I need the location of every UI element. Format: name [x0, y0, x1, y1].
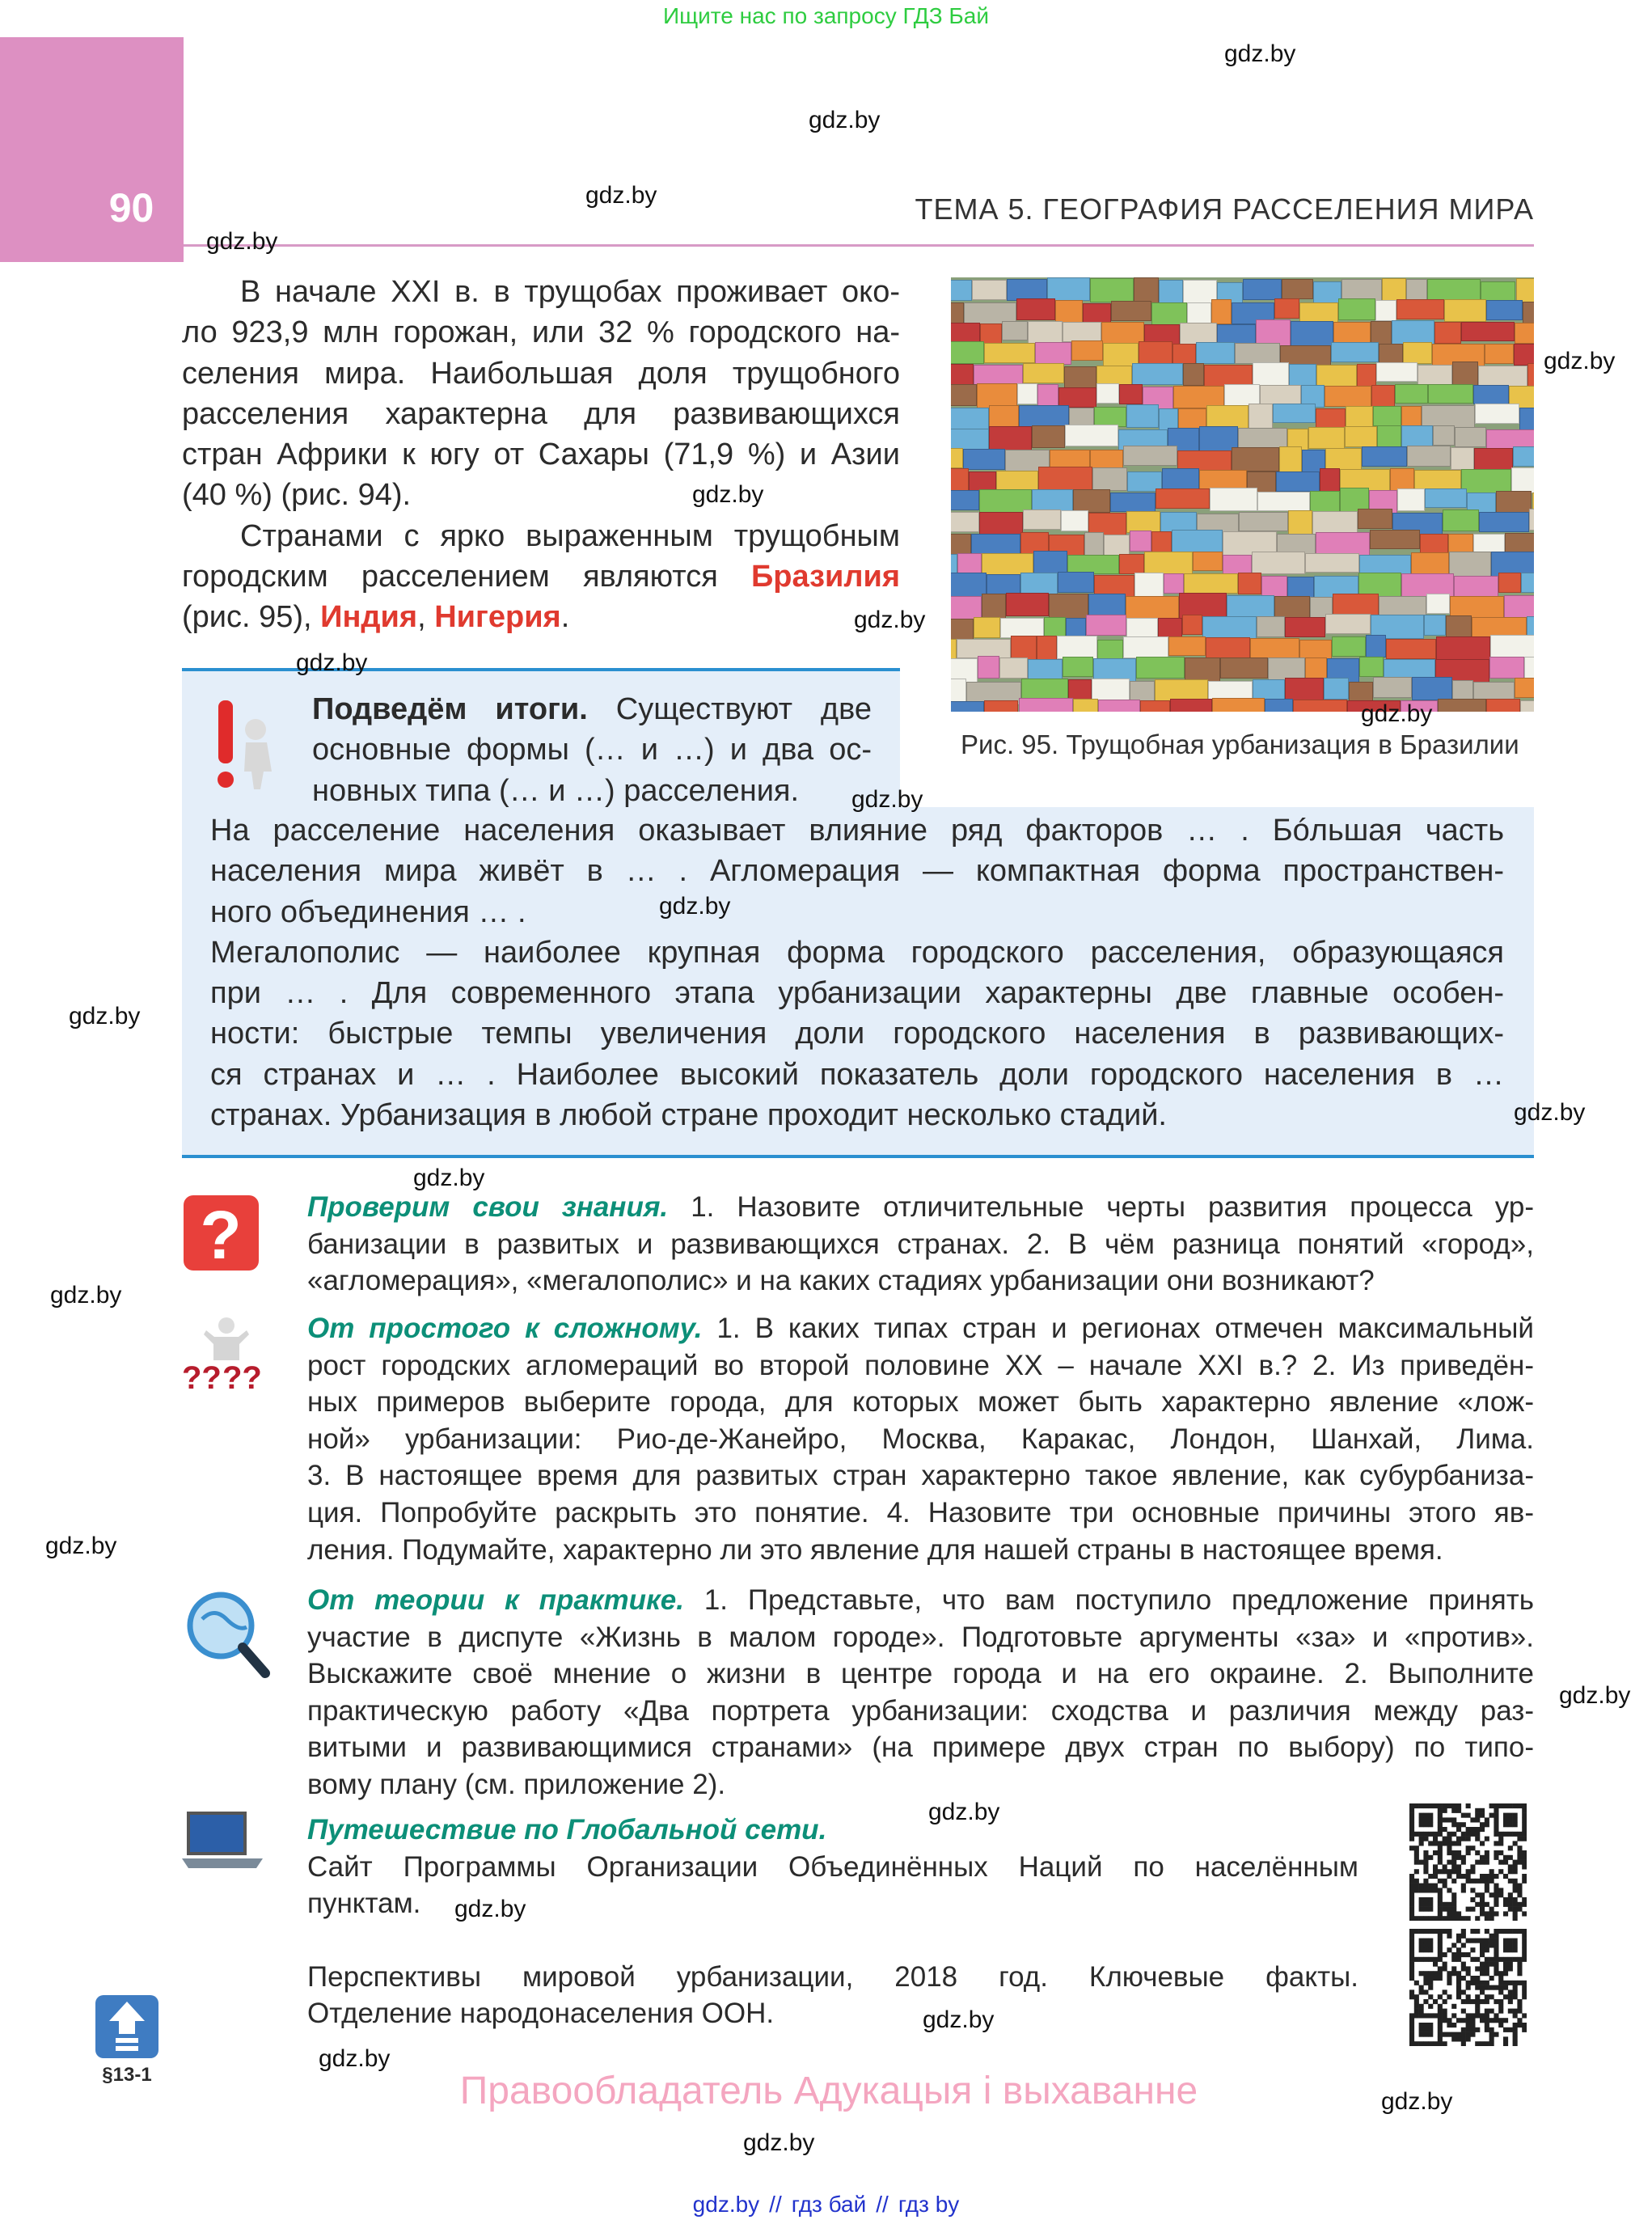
house-block: [1210, 488, 1257, 511]
text-line: новных типа (… и …) расселения.: [312, 773, 800, 808]
house-block: [1324, 678, 1349, 700]
section-title: Проверим свои знания.: [307, 1191, 669, 1223]
text-line: ция. Попробуйте раскрыть это понятие. 4. Назовите три основные причины этого яв-: [307, 1496, 1534, 1528]
house-block: [982, 594, 1006, 619]
watermark: gdz.by: [50, 1282, 122, 1309]
footer-links: [0, 2192, 1652, 2218]
section-simple-to-complex: [307, 1310, 1534, 1568]
watermark: gdz.by: [1381, 2088, 1453, 2115]
house-block: [1136, 657, 1184, 679]
house-block: [1371, 321, 1392, 345]
watermark: gdz.by: [659, 893, 731, 920]
house-block: [1073, 489, 1110, 513]
house-block: [1243, 279, 1282, 300]
house-block: [1016, 298, 1055, 320]
house-block: [1396, 299, 1444, 320]
house-block: [1104, 535, 1130, 556]
house-block: [1073, 699, 1097, 712]
house-block: [1285, 617, 1326, 637]
house-block: [1156, 488, 1210, 509]
house-block: [1515, 323, 1534, 344]
house-block: [1519, 408, 1534, 432]
house-block: [951, 468, 969, 493]
question-icon: [182, 1194, 260, 1272]
house-block: [1426, 594, 1450, 614]
qr-code-urbanization-prospects[interactable]: [1409, 1929, 1527, 2046]
qr-code-un-habitat[interactable]: [1409, 1803, 1527, 1921]
house-block: [1063, 657, 1094, 677]
text-line: «агломерация», «мегалополис» и на каких стадиях урбанизации они возникают?: [307, 1265, 1375, 1297]
footer-link[interactable]: gdz.by: [692, 2192, 760, 2217]
house-block: [1032, 489, 1073, 512]
house-block: [1086, 615, 1126, 636]
house-block: [1376, 362, 1418, 383]
house-block: [1362, 446, 1407, 467]
house-block: [1520, 700, 1534, 712]
house-block: [1253, 362, 1288, 386]
house-block: [1002, 321, 1028, 340]
house-block: [1291, 321, 1333, 347]
house-block: [1049, 594, 1088, 619]
figure-caption: Рис. 95. Трущобная урбанизация в Бразилии: [961, 729, 1519, 759]
house-block: [951, 429, 989, 450]
house-block: [1359, 657, 1384, 677]
magnifier-globe-icon: [182, 1587, 260, 1684]
text-line: 3. В настоящее время для развитых стран характерно такое явление, как субурбаниза-: [307, 1460, 1534, 1492]
house-block: [1123, 636, 1168, 658]
summary-text: [210, 810, 1504, 1135]
web-link-un-habitat[interactable]: Сайт Программы Организации Объединённых Наций по населённым: [307, 1850, 1358, 1883]
house-block: [1257, 616, 1285, 638]
house-block: [1524, 657, 1535, 679]
text-line: Странами с ярко выраженным трущобным: [240, 518, 900, 553]
house-block: [951, 701, 984, 712]
text-line: ных примеров выберите города, для которых может быть характерно явление «лож-: [307, 1386, 1534, 1419]
house-block: [1515, 678, 1534, 698]
text-line: [182, 556, 900, 597]
house-block: [1434, 322, 1461, 344]
house-block: [1313, 281, 1341, 305]
house-block: [1252, 552, 1305, 575]
house-block: [972, 280, 1008, 300]
house-block: [1273, 404, 1316, 423]
section-title: Путешествие по Глобальной сети.: [307, 1814, 827, 1846]
house-block: [1332, 636, 1367, 657]
house-block: [1529, 509, 1534, 531]
house-block: [1140, 700, 1171, 712]
house-block: [1357, 364, 1376, 387]
section-link-label[interactable]: §13-1: [102, 2064, 152, 2086]
house-block: [1288, 510, 1312, 535]
house-block: [1111, 301, 1151, 321]
text-span: 1. В каких типах стран и регионах отмечен максимальный: [716, 1313, 1534, 1344]
house-block: [1206, 637, 1250, 659]
house-block: [1513, 446, 1534, 467]
watermark: gdz.by: [319, 2045, 391, 2072]
house-block: [1063, 322, 1101, 342]
house-block: [1090, 278, 1134, 302]
house-block: [1479, 512, 1530, 532]
house-block: [1023, 363, 1064, 383]
house-block: [974, 617, 999, 639]
text-line: селения мира. Наибольшая доля трущобного: [182, 356, 900, 391]
watermark: gdz.by: [69, 1003, 141, 1030]
text-line: вому плану (см. приложение 2).: [307, 1768, 726, 1800]
text-span: .: [560, 600, 570, 635]
house-block: [1220, 657, 1268, 679]
summary-title: Подведём итоги.: [312, 692, 588, 726]
house-block: [951, 448, 963, 468]
house-block: [1123, 446, 1177, 466]
house-block: [1425, 488, 1466, 508]
house-block: [951, 512, 979, 532]
house-block: [1249, 404, 1273, 429]
house-block: [951, 596, 982, 619]
house-block: [1358, 509, 1392, 529]
house-block: [1473, 385, 1508, 404]
footer-separator: //: [876, 2192, 889, 2217]
house-block: [1397, 488, 1425, 511]
text-span: ,: [417, 600, 426, 635]
house-block: [999, 657, 1029, 679]
house-block: [1527, 363, 1534, 387]
house-block: [1523, 302, 1534, 323]
house-block: [1276, 471, 1320, 493]
house-block: [1239, 512, 1288, 531]
footer-link[interactable]: гдз бай: [791, 2192, 867, 2217]
house-block: [1345, 426, 1377, 447]
watermark: gdz.by: [585, 182, 657, 209]
house-block: [951, 384, 977, 406]
text-line: В начале XXI в. в трущобах проживает око-: [240, 275, 900, 309]
house-block: [1088, 594, 1125, 617]
house-block: [1139, 341, 1172, 364]
watermark: gdz.by: [1224, 40, 1296, 67]
house-block: [1498, 573, 1520, 594]
house-block: [1305, 553, 1359, 573]
section-title: От теории к практике.: [307, 1584, 684, 1616]
text-line: рост городских агломераций во второй половине XX – начале XXI в.? 2. Из приведён-: [307, 1349, 1534, 1381]
house-block: [1058, 387, 1096, 408]
house-block: [1412, 677, 1452, 700]
house-block: [1373, 406, 1401, 426]
house-block: [984, 343, 1035, 363]
page-number: 90: [108, 185, 154, 230]
house-block: [1119, 384, 1143, 404]
house-block: [1019, 698, 1074, 712]
watermark: gdz.by: [206, 228, 278, 255]
text-line: [312, 689, 872, 729]
watermark: gdz.by: [296, 649, 368, 676]
house-block: [1265, 699, 1293, 712]
watermark: gdz.by: [851, 786, 923, 813]
house-block: [1377, 425, 1402, 447]
house-block: [1475, 404, 1519, 424]
search-hint: Ищите нас по запросу ГДЗ Бай: [662, 3, 990, 28]
text-line: Выскажите своё мнение о жизни в центре города и на его окраине. 2. Выполните: [307, 1658, 1534, 1690]
house-block: [1238, 573, 1261, 594]
house-block: [1316, 408, 1346, 428]
web-link-un-habitat-cont[interactable]: пунктам.: [307, 1888, 421, 1920]
house-block: [1486, 300, 1523, 319]
watermark: gdz.by: [1514, 1099, 1586, 1126]
figure-reference: (рис. 95),: [182, 600, 312, 635]
footer-separator: //: [769, 2192, 782, 2217]
house-block: [1019, 405, 1069, 428]
house-block: [978, 656, 999, 679]
house-block: [1325, 614, 1370, 634]
house-block: [951, 364, 974, 384]
house-block: [1521, 573, 1534, 593]
house-block: [1449, 552, 1491, 577]
text-line: ся странах и … . Наиболее высокий показатель доли городского населения в …: [210, 1057, 1504, 1092]
house-block: [1274, 298, 1299, 319]
text-line: практическую работу «Два портрета урбанизации: сходства и различия между раз-: [307, 1694, 1534, 1727]
text-line: [307, 1189, 1534, 1226]
house-block: [1452, 680, 1474, 700]
house-block: [963, 449, 1005, 470]
text-line: На расселение населения оказывает влияние ряд факторов … . Бóльшая часть: [210, 814, 1504, 848]
house-block: [1071, 340, 1103, 361]
house-block: [1212, 698, 1265, 712]
house-block: [1279, 446, 1302, 472]
house-block: [1058, 572, 1094, 593]
footer-link[interactable]: гдз by: [898, 2192, 960, 2217]
watermark: gdz.by: [1361, 700, 1433, 727]
watermark: gdz.by: [692, 481, 764, 508]
house-block: [1424, 615, 1446, 635]
house-block: [1164, 573, 1184, 594]
house-block: [1325, 386, 1371, 407]
section-theory-to-practice: [307, 1582, 1534, 1803]
text-line: Мегалополис — наиболее крупная форма городского расселения, образующаяся: [210, 935, 1504, 970]
country-india: Индия: [320, 600, 418, 635]
watermark: gdz.by: [1559, 1682, 1631, 1709]
text-line: ности: быстрые темпы увеличения доли городского населения в развивающих-: [210, 1017, 1504, 1051]
intro-paragraph: [182, 272, 900, 638]
house-block: [1403, 342, 1432, 364]
house-block: [1370, 530, 1419, 549]
text-span: 1. Представьте, что вам поступило предложение принять: [703, 1584, 1534, 1616]
house-block: [1366, 635, 1386, 657]
section-check-knowledge: [307, 1189, 1534, 1300]
watermark: gdz.by: [1544, 348, 1616, 374]
svg-text:?: ?: [200, 1197, 242, 1272]
house-block: [1119, 554, 1144, 574]
text-line: основные формы (… и …) и два ос-: [312, 733, 872, 767]
house-block: [1232, 447, 1279, 472]
house-block: [1092, 679, 1130, 702]
house-block: [1182, 615, 1202, 634]
house-block: [1395, 384, 1428, 404]
house-block: [1293, 700, 1347, 712]
house-block: [1386, 639, 1436, 659]
watermark: gdz.by: [413, 1165, 485, 1191]
house-block: [977, 383, 1017, 408]
text-line: ления. Подумайте, характерно ли это явление для нашей страны в настоящее время.: [307, 1533, 1443, 1566]
house-block: [1098, 700, 1140, 712]
house-block: [1443, 509, 1478, 531]
house-block: [1485, 344, 1514, 364]
house-block: [1035, 342, 1071, 365]
house-block: [1320, 468, 1340, 493]
house-block: [1023, 509, 1061, 530]
svg-text:??: ??: [182, 1360, 222, 1395]
house-block: [1065, 425, 1118, 446]
house-block: [951, 280, 972, 300]
text-span: 1. Назовите отличительные черты развития процесса ур-: [691, 1191, 1534, 1223]
house-block: [1130, 531, 1151, 552]
house-block: [1373, 677, 1412, 698]
watermark: gdz.by: [928, 1799, 1000, 1825]
text-line: [182, 597, 900, 637]
text-line: при … . Для современного этапа урбанизации характерны две главные особен-: [210, 976, 1504, 1011]
house-block: [1047, 277, 1090, 301]
svg-text:??: ??: [222, 1360, 260, 1395]
copyright-notice: Правообладатель Адукацыя і выхаванне: [459, 2070, 1198, 2112]
text-line: странах. Урбанизация в любой стране проходит несколько стадий.: [210, 1098, 1167, 1133]
house-block: [1489, 657, 1523, 679]
text-line: [307, 1582, 1534, 1619]
watermark: gdz.by: [854, 607, 926, 633]
house-block: [1110, 493, 1156, 512]
text-span: Существуют две: [615, 692, 872, 726]
house-block: [1496, 491, 1532, 513]
house-block: [1017, 383, 1037, 404]
house-block: [1170, 699, 1212, 712]
watermark: gdz.by: [454, 1896, 526, 1922]
house-block: [1032, 425, 1065, 447]
text-line: банизации в развитых и развивающихся странах. 2. В чём разница понятий «город»,: [307, 1228, 1534, 1260]
house-block: [1183, 363, 1204, 385]
house-block: [1126, 404, 1160, 428]
house-block: [1134, 573, 1164, 598]
country-brazil: Бразилия: [750, 560, 900, 594]
header-divider: [184, 244, 1534, 247]
house-block: [1486, 699, 1519, 712]
text-line: [307, 1310, 1534, 1347]
house-block: [1305, 657, 1328, 679]
web-link-urbanization-prospects[interactable]: Перспективы мировой урбанизации, 2018 год. Ключевые факты.: [307, 1960, 1358, 1993]
house-block: [1438, 699, 1487, 712]
house-block: [1359, 555, 1411, 575]
text-line: участие в диспуте «Жизнь в малом городе». Подготовьте аргументы «за» и «против».: [307, 1621, 1534, 1653]
house-block: [1375, 300, 1397, 321]
favela-photo: [951, 277, 1534, 712]
text-line: ло 923,9 млн горожан, или 32 % городского на-: [182, 315, 900, 350]
house-block: [1094, 407, 1126, 427]
house-block: [1379, 596, 1426, 615]
house-block: [1444, 299, 1485, 322]
house-block: [1461, 322, 1515, 341]
house-block: [1211, 299, 1232, 324]
house-block: [1184, 573, 1238, 594]
house-block: [951, 679, 966, 703]
house-block: [1096, 383, 1119, 404]
house-block: [1061, 510, 1088, 531]
house-block: [1407, 446, 1450, 467]
house-block: [1235, 343, 1280, 364]
house-block: [1433, 425, 1455, 446]
summary-intro: [312, 689, 872, 811]
house-block: [951, 341, 984, 363]
house-block: [1037, 384, 1058, 408]
thinking-figure-icon: [182, 1314, 260, 1395]
house-block: [1455, 427, 1485, 447]
text-line: (40 %) (рис. 94).: [182, 478, 412, 513]
house-block: [1193, 552, 1223, 571]
house-block: [1196, 342, 1235, 364]
house-block: [1202, 616, 1257, 639]
text-line: расселения характерна для развивающихся: [182, 396, 900, 431]
watermark: gdz.by: [923, 2006, 995, 2033]
house-block: [1126, 596, 1180, 619]
house-block: [1057, 636, 1097, 659]
text-line: ной» урбанизации: Рио-де-Жанейро, Москва, Каракас, Лондон, Шанхай, Лима.: [307, 1423, 1534, 1455]
house-block: [1511, 467, 1534, 493]
laptop-icon: [182, 1812, 260, 1872]
house-block: [1382, 278, 1406, 302]
house-block: [1168, 636, 1206, 657]
house-block: [1392, 320, 1434, 345]
text-line: витыми и развивающимися странами» (на примере двух стран по выбору) по типо-: [307, 1731, 1534, 1764]
house-block: [1126, 511, 1160, 532]
back-arrow-icon[interactable]: [94, 1994, 160, 2060]
house-block: [1490, 635, 1534, 657]
text-line: населения мира живёт в … . Агломерация — компактная форма пространствен-: [210, 854, 1504, 889]
section-title: От простого к сложному.: [307, 1313, 703, 1344]
chapter-header: ТЕМА 5. ГЕОГРАФИЯ РАССЕЛЕНИЯ МИРА: [915, 192, 1534, 226]
watermark: gdz.by: [743, 2129, 815, 2156]
house-block: [1083, 303, 1112, 323]
house-block: [1282, 279, 1313, 299]
house-block: [1006, 593, 1049, 616]
house-block: [1308, 427, 1345, 450]
web-link-urbanization-prospects-cont[interactable]: Отделение народонаселения ООН.: [307, 1998, 775, 2030]
house-block: [1132, 363, 1183, 384]
house-block: [1428, 384, 1473, 404]
house-block: [1338, 298, 1375, 320]
country-nigeria: Нигерия: [434, 600, 561, 635]
house-block: [1257, 492, 1311, 512]
watermark: gdz.by: [45, 1533, 117, 1559]
watermark: gdz.by: [809, 107, 881, 133]
house-block: [1420, 534, 1448, 554]
text-line: стран Африки к югу от Сахары (71,9 %) и Азии: [182, 438, 900, 472]
house-block: [1331, 342, 1379, 362]
text-span: городским расселением являются: [182, 560, 718, 594]
text-line: ного объединения … .: [210, 894, 526, 929]
exclamation-figure-icon: [209, 697, 281, 794]
house-block: [984, 700, 1018, 712]
house-block: [1092, 467, 1126, 492]
house-block: [951, 490, 979, 510]
house-block: [1451, 447, 1474, 470]
